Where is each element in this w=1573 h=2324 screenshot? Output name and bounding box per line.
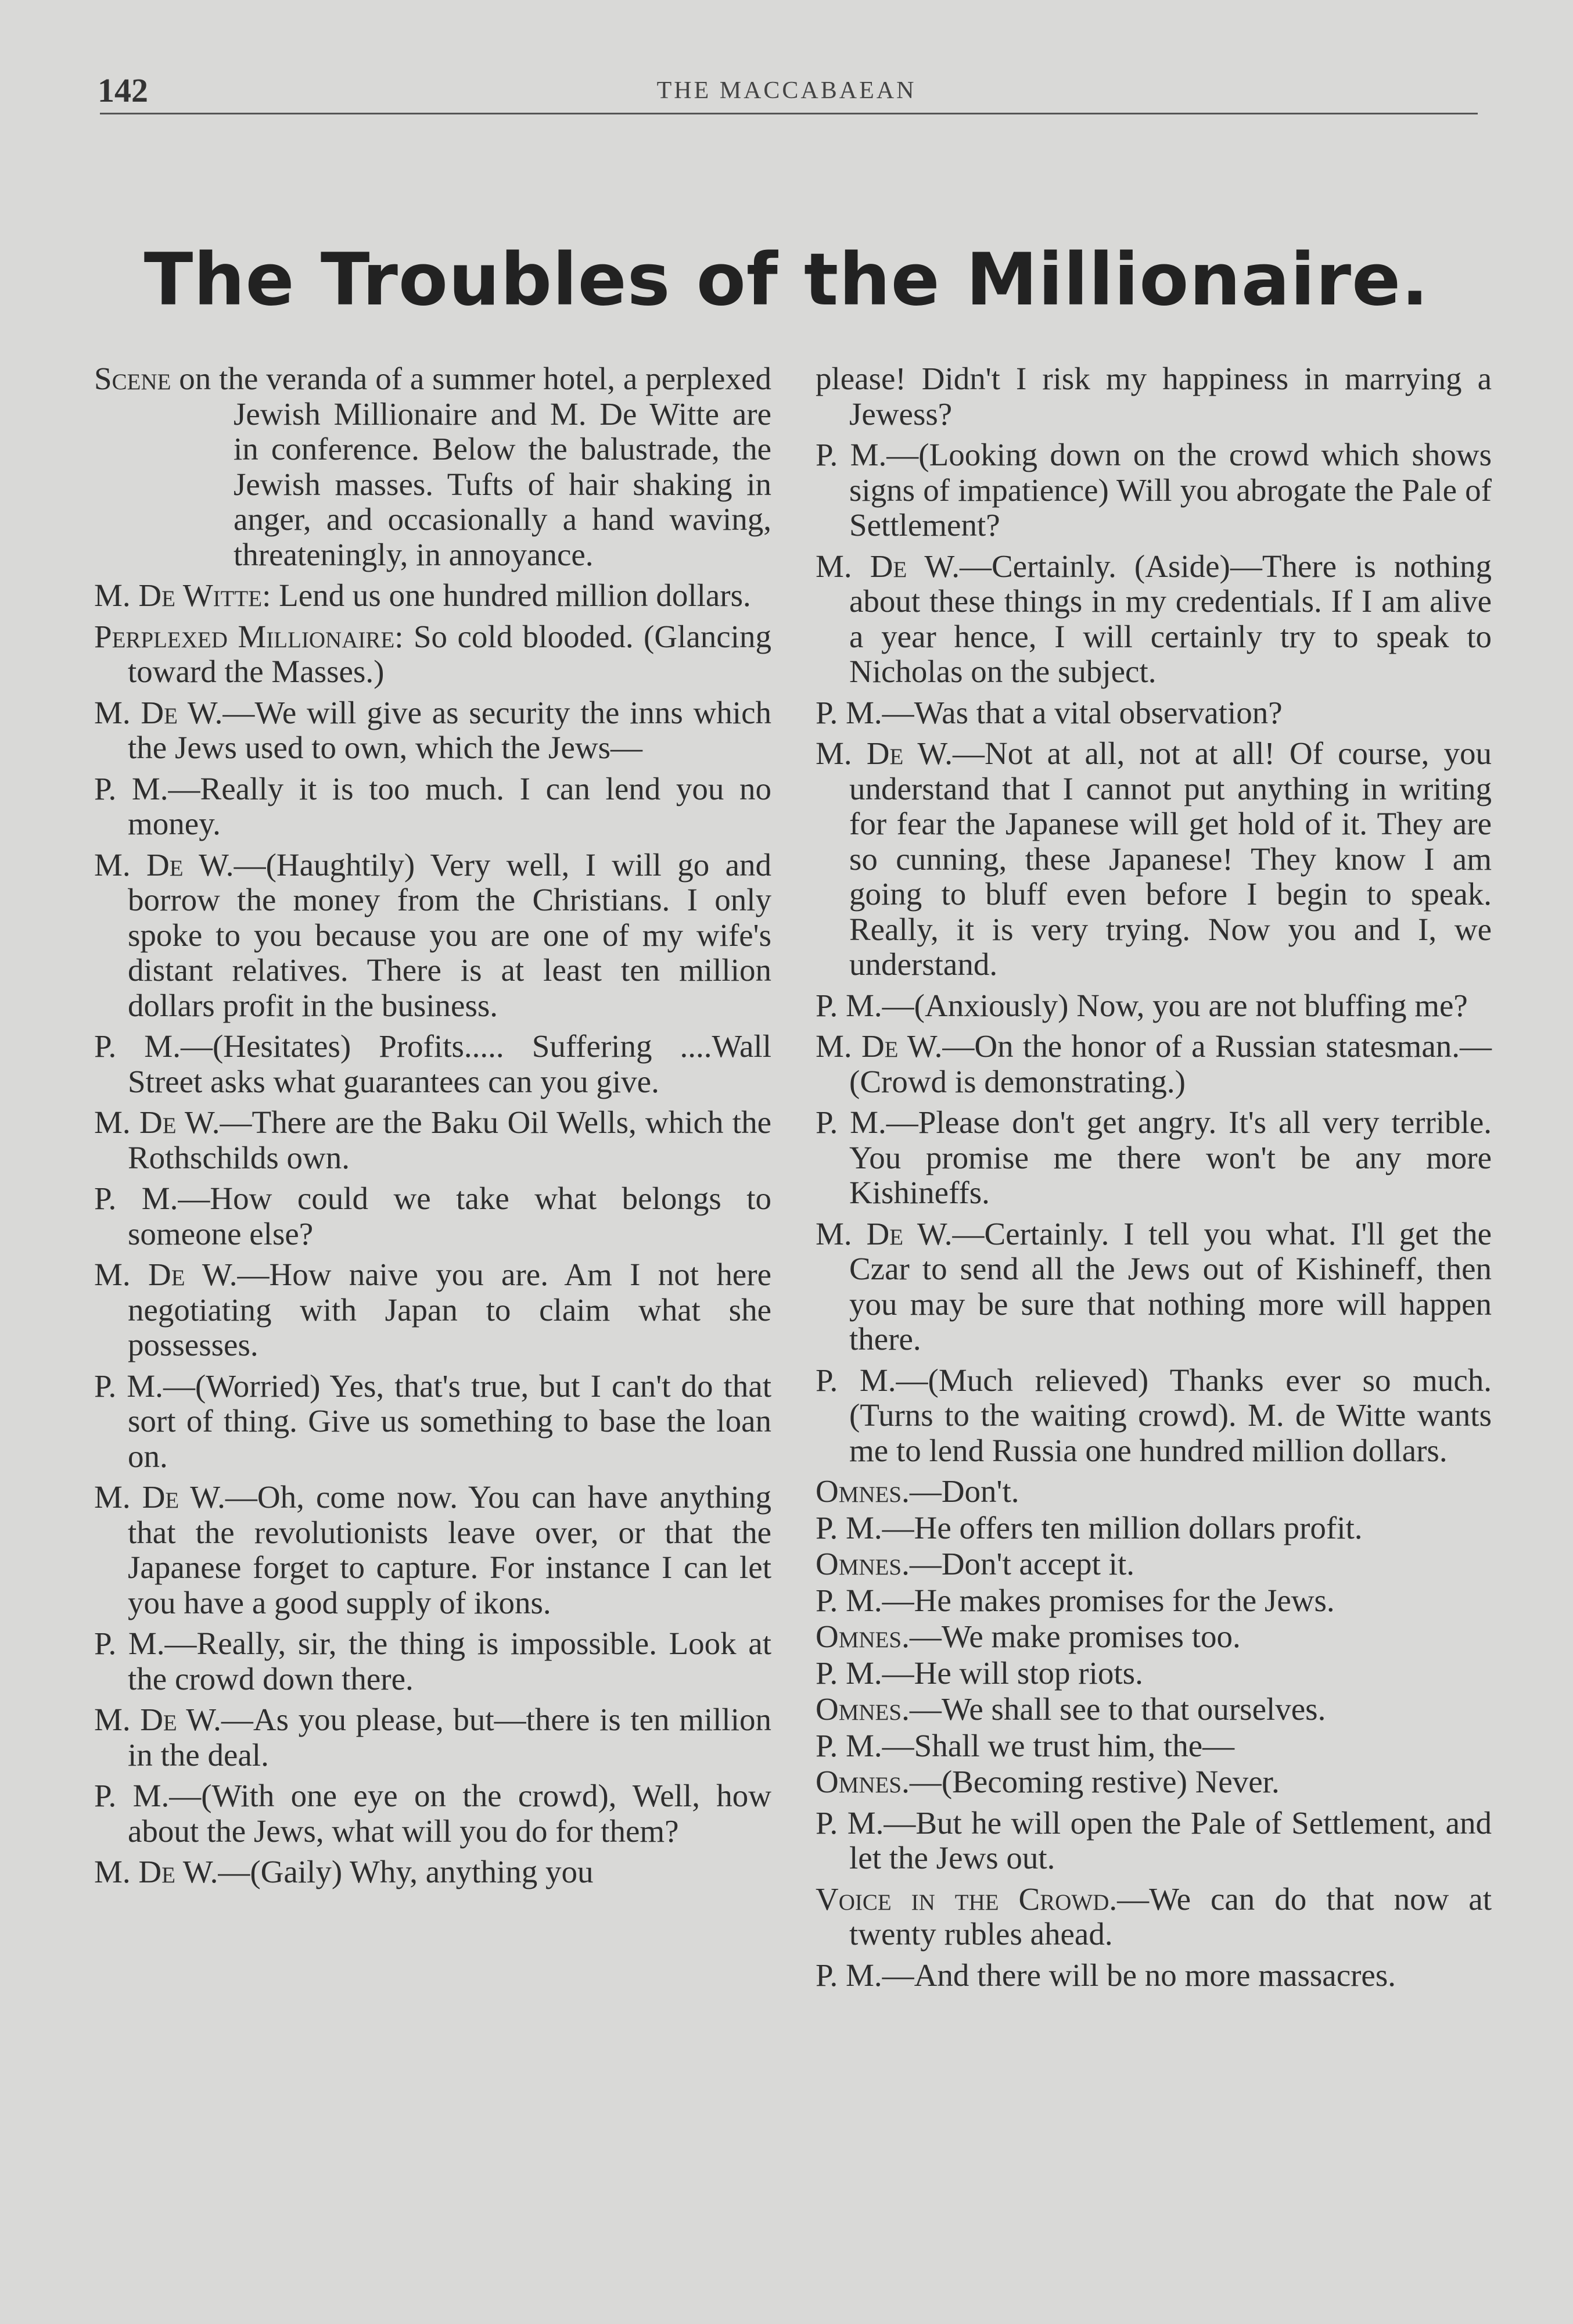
speaker: M. De W. [816,1215,953,1251]
speaker: M. De W. [816,1028,943,1064]
speech: —(Worried) Yes, that's true, but I can't do that sort of thing. Give us something to base the loan on. [128,1368,772,1474]
speaker: P. M. [816,1957,882,1993]
dialogue-line [94,695,771,766]
speech: —Oh, come now. You can have anything that the revolutionists leave over, or that the Japanese forget to capture. For instance I can let you have a good supply of ikons. [128,1479,771,1620]
dialogue-line [94,1778,771,1849]
speech: —(Looking down on the crowd which shows signs of impatience) Will you abrogate the Pale of Settlement? [849,437,1492,543]
speech: —He offers ten million dollars profit. [882,1509,1363,1545]
dialogue-line [94,1855,771,1890]
speaker: P. M. [816,1805,884,1841]
speech: —Certainly. I tell you what. I'll get the Czar to send all the Jews out of Kishineff, then you may be sure that nothing more will happen there. [849,1215,1492,1357]
dialogue-line [816,1692,1492,1727]
speaker: P. M. [816,1582,882,1618]
dialogue-line [816,1958,1492,1993]
dialogue-line [94,1369,771,1475]
dialogue-line [816,1217,1492,1357]
speech: Lend us one hundred million dollars. [271,578,751,613]
speech: please! Didn't I risk my happiness in marrying a Jewess? [816,361,1492,432]
speaker: M. De W. [94,1854,218,1889]
speaker: M. De W. [94,1479,225,1515]
speech: —He will stop riots. [882,1655,1143,1691]
speaker: P. M. [816,694,882,730]
speech: —(Gaily) Why, anything you [218,1854,594,1889]
speaker: M. De W. [94,1104,220,1140]
speech: —Please don't get angry. It's all very terrible. You promise me there won't be any more Kishineffs. [849,1104,1492,1210]
dialogue-line [816,695,1492,731]
speaker: Omnes. [816,1619,910,1654]
dialogue-line [816,1363,1492,1469]
speaker: M. De W. [94,847,234,883]
page-number: 142 [98,71,148,109]
speech: —And there will be no more massacres. [882,1957,1396,1993]
speaker: P. M. [94,1368,163,1404]
speech: —(With one eye on the crowd), Well, how about the Jews, what will you do for them? [128,1778,771,1849]
speech: —But he will open the Pale of Settlement, and let the Jews out. [849,1805,1492,1875]
dialogue-line [816,1511,1492,1546]
speech: —(Haughtily) Very well, I will go and borrow the money from the Christians. I only spoke to you because you are one of my wife's distant relatives. There is at least ten million dollars profit in the business. [128,847,771,1023]
dialogue-line [816,1105,1492,1211]
speech: —We will give as security the inns which the Jews used to own, which the Jews— [128,694,771,765]
speaker: P. M. [816,1104,886,1140]
speech: —Was that a vital observation? [882,694,1283,730]
dialogue-line [94,1702,771,1773]
speaker: P. M. [94,1181,178,1216]
speaker: M. De W. [94,694,223,730]
speech: —(Becoming restive) Never. [909,1764,1280,1799]
speech: —Don't. [909,1473,1019,1509]
speaker: M. De W. [94,1702,221,1737]
speech: —There are the Baku Oil Wells, which the Rothschilds own. [128,1104,771,1175]
speech: —(Anxiously) Now, you are not bluffing me? [882,987,1468,1023]
speech: —We make promises too. [909,1619,1241,1654]
speaker: P. M. [816,1727,882,1763]
speaker: Scene [94,361,171,396]
dialogue-line [94,619,771,690]
dialogue-line [816,1764,1492,1800]
dialogue-line [816,1583,1492,1619]
speech: on the veranda of a summer hotel, a perplexed Jewish Millionaire and M. De Witte are in conference. Below the balustrade, the Jewish masses. Tufts of hair shaking in anger, and occasionally a hand waving, threateningly, in annoyance. [171,361,771,572]
dialogue-line [94,1480,771,1620]
left-column [94,361,771,1896]
dialogue-line [94,848,771,1024]
dialogue-line [94,1257,771,1363]
speaker: M. De Witte: [94,578,271,613]
speaker: P. M. [816,1509,882,1545]
speaker: P. M. [94,1778,170,1813]
speech: —Certainly. (Aside)—There is nothing about these things in my credentials. If I am alive a year hence, I will certainly try to speak to Nicholas on the subject. [849,548,1492,689]
speech: So cold blooded. (Glancing toward the Masses.) [128,618,771,689]
speaker: Perplexed Millionaire: [94,618,404,654]
speaker: P. M. [816,1362,896,1398]
speech: —On the honor of a Russian statesman.— (Crowd is demonstrating.) [849,1028,1492,1099]
speech: —Really it is too much. I can lend you no money. [128,770,771,841]
dialogue-line [816,1882,1492,1952]
speaker: P. M. [816,437,887,472]
speaker: M. De W. [94,1257,238,1292]
speech: —Don't accept it. [909,1546,1134,1581]
dialogue-line [816,1619,1492,1655]
speaker: Omnes. [816,1691,910,1727]
speech: —Really, sir, the thing is impossible. Look at the crowd down there. [128,1626,771,1697]
speaker: Omnes. [816,1473,910,1509]
speech: —As you please, but—there is ten million in the deal. [128,1702,771,1773]
speaker: P. M. [94,1626,165,1661]
speech: —Not at all, not at all! Of course, you understand that I cannot put anything in writing for fear the Japanese will get hold of it. They are so cunning, these Japanese! They know I am going to bluff even before I begin to speak. Really, it is very trying. Now you and I, we understand. [849,736,1492,982]
speaker: M. De W. [816,548,960,584]
right-column [816,361,1492,1999]
dialogue-line [816,437,1492,543]
speech: —How could we take what belongs to someone else? [128,1181,771,1251]
speaker: Voice in the Crowd. [816,1881,1118,1917]
dialogue-line [816,1806,1492,1876]
speaker: Omnes. [816,1546,910,1581]
dialogue-line [816,1029,1492,1099]
speech: —Shall we trust him, the— [882,1727,1235,1763]
dialogue-line [816,736,1492,982]
dialogue-line [94,1181,771,1251]
speaker: P. M. [816,1655,882,1691]
dialogue-continuation [816,361,1492,432]
dialogue-line [94,1029,771,1099]
speech: —He makes promises for the Jews. [882,1582,1335,1618]
dialogue-line [94,1626,771,1697]
dialogue-line [816,1547,1492,1582]
dialogue-line [816,1656,1492,1691]
speech: —How naive you are. Am I not here negotiating with Japan to claim what she possesses. [128,1257,771,1362]
speaker: P. M. [816,987,882,1023]
speaker: P. M. [94,770,168,806]
dialogue-line [94,1105,771,1175]
speaker: M. De W. [816,736,953,771]
header-rule [100,113,1478,114]
speech: —(Much relieved) Thanks ever so much. (Turns to the waiting crowd). M. de Witte wants me to lend Russia one hundred million dollars. [849,1362,1492,1468]
speech: —(Hesitates) Profits..... Suffering ....Wall Street asks what guarantees can you give. [128,1028,771,1099]
dialogue-line [94,772,771,842]
article-title: The Troubles of the Millionaire. [143,238,1430,322]
running-header: THE MACCABAEAN [656,77,917,104]
speaker: P. M. [94,1028,181,1064]
dialogue-line [816,549,1492,690]
dialogue-line [94,578,771,614]
speech: —We can do that now at twenty rubles ahead. [849,1881,1492,1952]
speech: —We shall see to that ourselves. [909,1691,1326,1727]
speaker: Omnes. [816,1764,910,1799]
dialogue-line [816,1474,1492,1509]
stage-direction [94,361,771,572]
dialogue-line [816,1728,1492,1764]
dialogue-line [816,988,1492,1024]
